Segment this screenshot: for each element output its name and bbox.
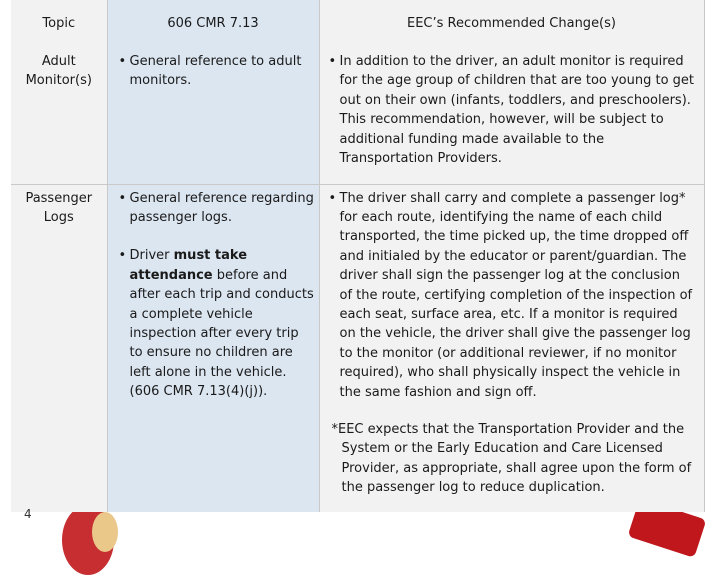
footnote-text: *EEC expects that the Transportation Provider and the System or the Early Education and Care Licensed Provider, as appropriate, shall agree upon the form of the passenger log to reduce duplication.: [331, 421, 692, 496]
header-row: [11, 0, 704, 48]
cmr-text-pre: Driver: [129, 248, 174, 264]
cmr-text-bold: must take attendance: [129, 248, 248, 283]
eec-bullet: [326, 189, 696, 402]
cmr-cell: [107, 48, 319, 184]
decorative-tan-shape: [92, 512, 118, 552]
bullet-icon: •: [328, 54, 337, 69]
topic-label: Adult Monitor(s): [25, 54, 92, 89]
bullet-icon: •: [118, 190, 127, 206]
cmr-bullet: [116, 189, 315, 228]
header-topic: Topic: [11, 0, 107, 48]
comparison-table: [11, 0, 705, 512]
header-eec: EEC’s Recommended Change(s): [319, 0, 704, 48]
topic-cell: [11, 184, 107, 512]
bullet-icon: •: [118, 248, 127, 264]
eec-text: In addition to the driver, an adult monitor is required for the age group of children that are too young to get out on their own (infants, toddlers, and preschoolers). This recommendation, however, will be subject to additional funding made available to the Transportation Providers.: [339, 54, 695, 167]
topic-cell: [11, 48, 107, 184]
table-row: [11, 48, 704, 184]
cmr-bullet: [116, 52, 315, 91]
header-cmr: 606 CMR 7.13: [107, 0, 319, 48]
cmr-cell: [107, 184, 319, 512]
table-row: [11, 184, 704, 512]
cmr-text: General reference to adult monitors.: [129, 54, 302, 89]
eec-cell: [319, 184, 704, 512]
bullet-icon: •: [118, 54, 127, 69]
eec-bullet: [326, 52, 696, 168]
cmr-text: General reference regarding passenger logs.: [129, 190, 314, 225]
cmr-bullet: [116, 246, 315, 401]
eec-text: The driver shall carry and complete a passenger log* for each route, identifying the name of each child transported, the time picked up, the time dropped off and initialed by the educator or parent/guardian. The driver shall sign the passenger log at the conclusion of the route, certifying completion of the inspection of each seat, surface area, etc. If a monitor is required on the vehicle, the driver shall give the passenger log to the monitor (or additional reviewer, if no monitor required), who shall physically inspect the vehicle in the same fashion and sign off.: [339, 190, 693, 400]
bullet-icon: •: [328, 190, 337, 206]
page-number: 4: [24, 507, 32, 521]
eec-cell: [319, 48, 704, 184]
topic-label: Passenger Logs: [25, 190, 93, 225]
cmr-text-post: before and after each trip and conducts a complete vehicle inspection after every trip to ensure no children are left alone in the vehicle. (606 CMR 7.13(4)(j)).: [129, 267, 314, 400]
footnote: [332, 420, 696, 498]
